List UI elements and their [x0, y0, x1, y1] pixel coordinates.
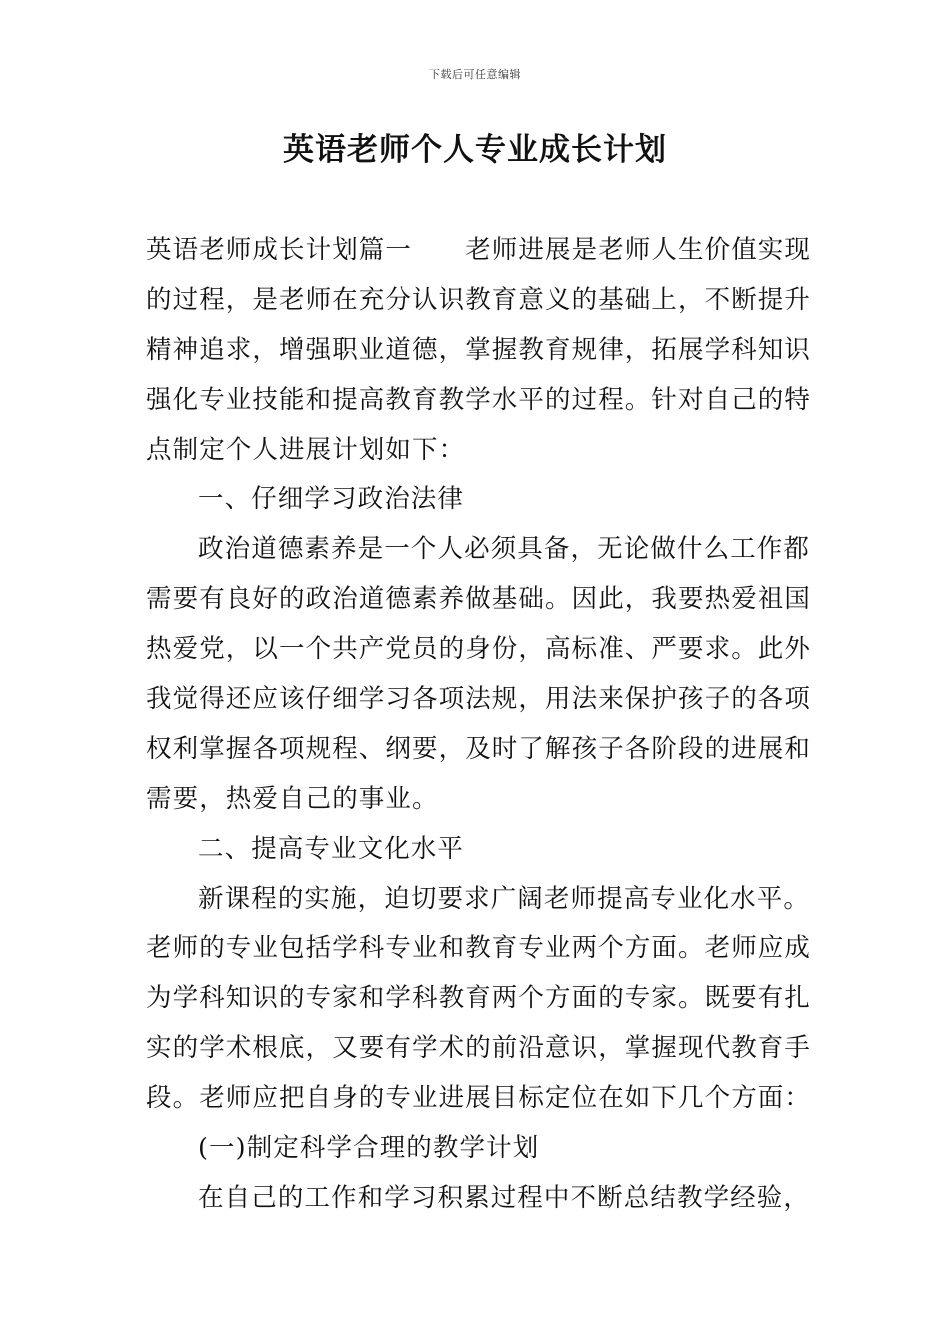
text-line: 新课程的实施，迫切要求广阔老师提高专业化水平。 — [198, 883, 810, 914]
text-line: 权利掌握各项规程、纲要，及时了解孩子各阶段的进展和 — [146, 733, 812, 764]
header-note: 下载后可任意编辑 — [429, 68, 521, 81]
text-line: 政治道德素养是一个人必须具备，无论做什么工作都 — [198, 534, 810, 565]
text-line: 精神追求，增强职业道德，掌握教育规律，拓展学科知识 — [146, 334, 812, 365]
text-line: 为学科知识的专家和学科教育两个方面的专家。既要有扎 — [146, 983, 812, 1014]
text-line: 一、仔细学习政治法律 — [198, 484, 465, 515]
text-line: 点制定个人进展计划如下： — [146, 434, 466, 465]
document-title: 英语老师个人专业成长计划 — [283, 132, 667, 168]
document-body — [146, 226, 810, 1224]
text-line: 二、提高专业文化水平 — [198, 833, 465, 864]
text-line: 我觉得还应该仔细学习各项法规，用法来保护孩子的各项 — [146, 684, 812, 715]
text-line: 需要有良好的政治道德素养做基础。因此，我要热爱祖国 — [146, 584, 812, 615]
text-line: 需要，热爱自己的事业。 — [146, 783, 439, 814]
text-line: 强化专业技能和提高教育教学水平的过程。针对自己的特 — [146, 384, 812, 415]
text-line: 段。老师应把自身的专业进展目标定位在如下几个方面： — [146, 1083, 812, 1114]
text-line: 的过程，是老师在充分认识教育意义的基础上，不断提升 — [146, 284, 812, 315]
text-line: 英语老师成长计划篇一 老师进展是老师人生价值实现 — [146, 235, 812, 265]
text-line: 老师的专业包括学科专业和教育专业两个方面。老师应成 — [146, 933, 812, 964]
text-line: (一)制定科学合理的教学计划 — [198, 1133, 540, 1164]
text-line: 在自己的工作和学习积累过程中不断总结教学经验， — [198, 1182, 810, 1213]
text-line: 实的学术根底，又要有学术的前沿意识，掌握现代教育手 — [146, 1033, 812, 1064]
text-line: 热爱党，以一个共产党员的身份，高标准、严要求。此外 — [146, 634, 812, 665]
